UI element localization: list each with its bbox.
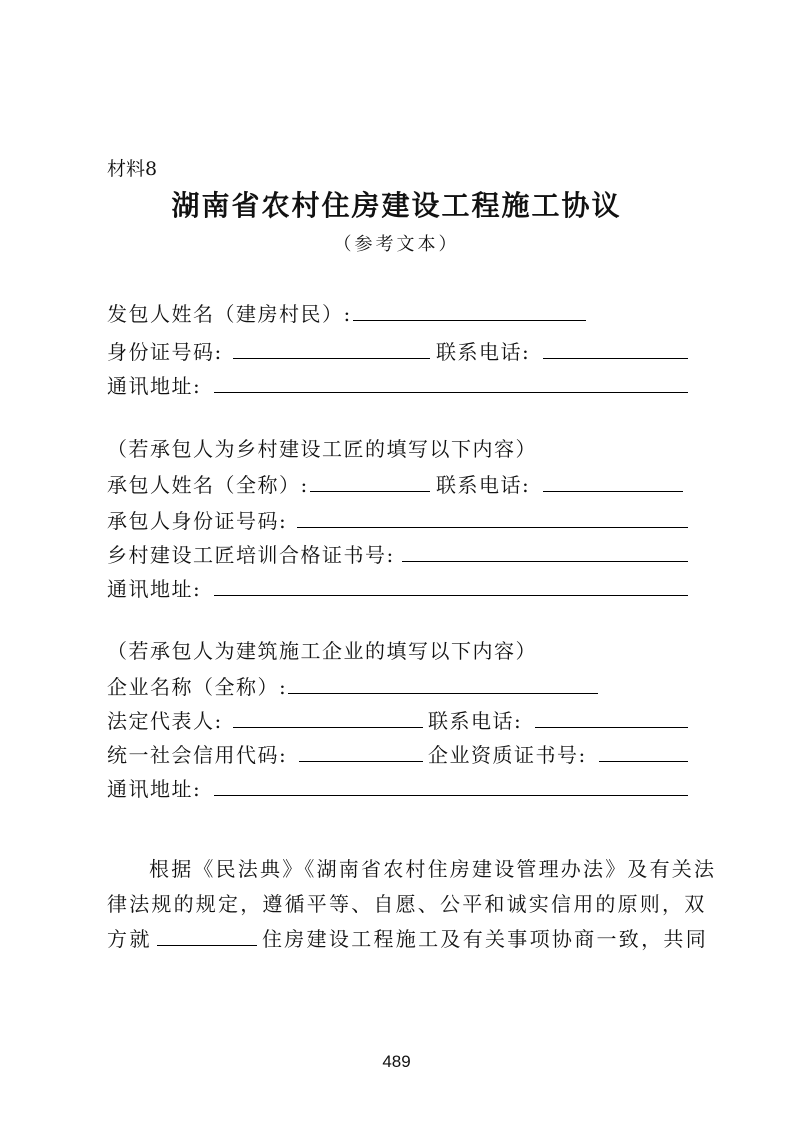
craftsman-name-label: 承包人姓名（全称）: — [107, 473, 309, 497]
craftsman-section-heading: （若承包人为乡村建设工匠的填写以下内容） — [107, 437, 537, 461]
craftsman-cert-field[interactable] — [402, 561, 688, 562]
craftsman-name-field[interactable] — [310, 491, 430, 492]
company-credit-label: 统一社会信用代码: — [107, 743, 288, 767]
body-line-3-suffix: 住房建设工程施工及有关事项协商一致，共同 — [262, 927, 708, 951]
company-qual-label: 企业资质证书号: — [428, 743, 587, 767]
body-line-1: 根据《民法典》《湖南省农村住房建设管理办法》及有关法 — [149, 857, 717, 881]
craftsman-cert-label: 乡村建设工匠培训合格证书号: — [107, 543, 395, 567]
company-address-field[interactable] — [214, 795, 688, 796]
body-line-2: 律法规的规定，遵循平等、自愿、公平和诚实信用的原则，双 — [107, 892, 707, 916]
employer-id-label: 身份证号码: — [107, 340, 223, 364]
craftsman-address-field[interactable] — [214, 595, 688, 596]
company-rep-field[interactable] — [233, 727, 423, 728]
body-project-field[interactable] — [157, 945, 257, 946]
company-name-field[interactable] — [288, 693, 598, 694]
employer-phone-label: 联系电话: — [436, 340, 531, 364]
employer-id-field[interactable] — [233, 358, 430, 359]
material-number: 材料8 — [107, 158, 158, 180]
page-title: 湖南省农村住房建设工程施工协议 — [171, 189, 622, 222]
employer-phone-field[interactable] — [543, 358, 688, 359]
company-rep-label: 法定代表人: — [107, 709, 223, 733]
craftsman-id-label: 承包人身份证号码: — [107, 509, 288, 533]
page-subtitle: （参考文本） — [333, 234, 460, 255]
page-number: 489 — [382, 1052, 411, 1071]
company-name-label: 企业名称（全称）: — [107, 675, 288, 699]
company-address-label: 通讯地址: — [107, 777, 202, 801]
company-phone-field[interactable] — [535, 727, 688, 728]
company-credit-field[interactable] — [299, 761, 423, 762]
body-line-3-prefix: 方就 — [107, 927, 152, 951]
employer-name-field[interactable] — [353, 320, 586, 321]
craftsman-id-field[interactable] — [297, 527, 688, 528]
company-phone-label: 联系电话: — [428, 709, 523, 733]
craftsman-address-label: 通讯地址: — [107, 577, 202, 601]
company-qual-field[interactable] — [599, 761, 688, 762]
employer-address-field[interactable] — [214, 392, 688, 393]
employer-name-label: 发包人姓名（建房村民）: — [107, 302, 352, 326]
craftsman-phone-label: 联系电话: — [436, 473, 531, 497]
craftsman-phone-field[interactable] — [543, 491, 683, 492]
company-section-heading: （若承包人为建筑施工企业的填写以下内容） — [107, 639, 537, 663]
employer-address-label: 通讯地址: — [107, 374, 202, 398]
